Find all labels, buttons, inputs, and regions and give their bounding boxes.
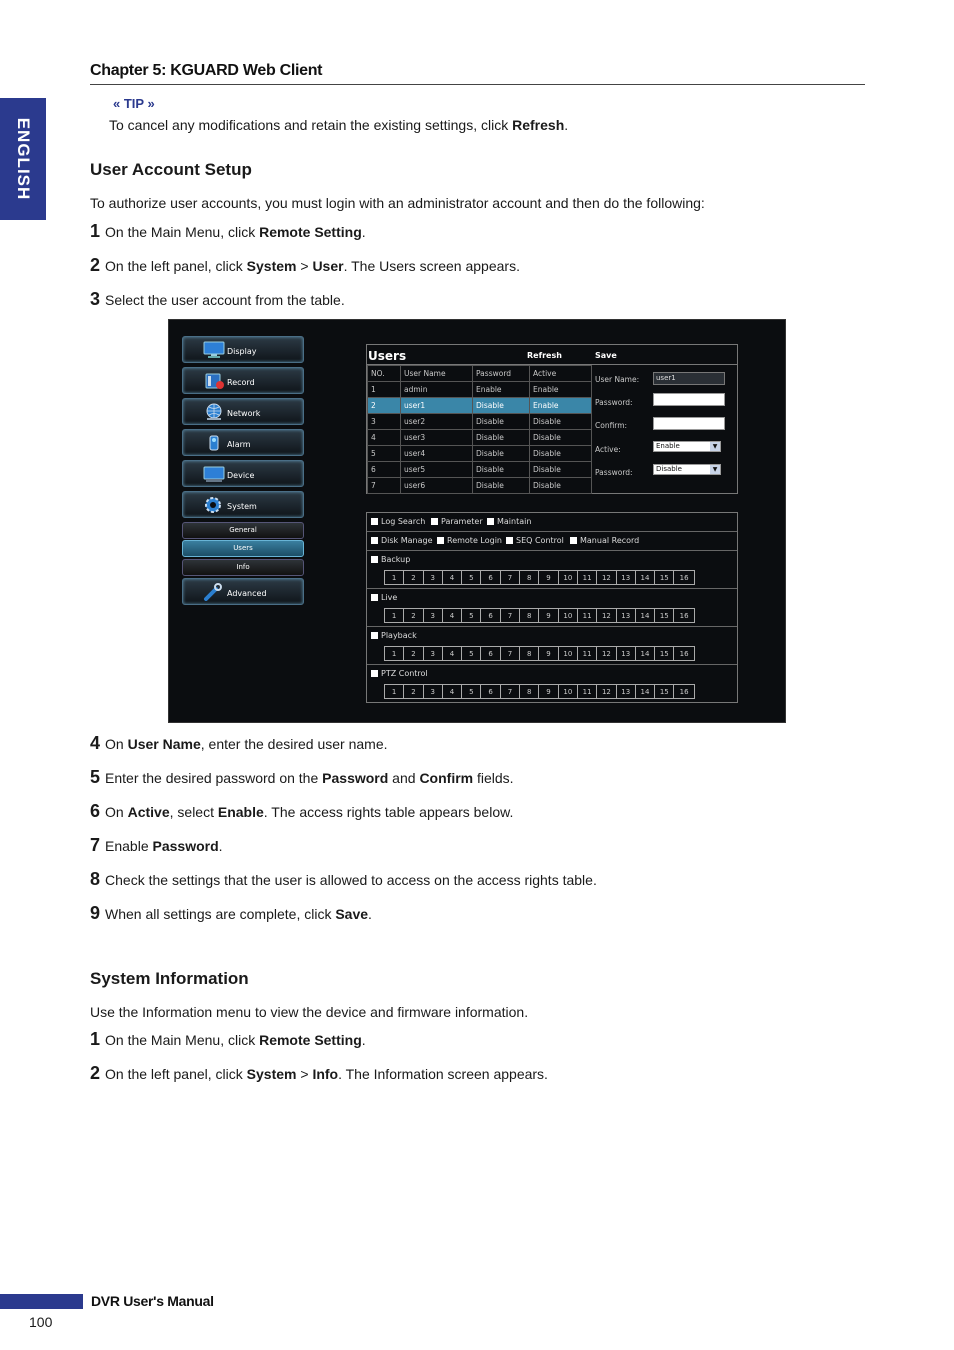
playback-checkbox[interactable]	[371, 631, 417, 640]
log-search-checkbox[interactable]	[371, 517, 425, 526]
channel-cell[interactable]: 9	[539, 571, 558, 584]
checkbox-icon	[371, 518, 378, 525]
cell: Disable	[473, 462, 530, 478]
maintain-checkbox[interactable]	[487, 517, 531, 526]
cell: 2	[368, 398, 401, 414]
step-text: .	[361, 1032, 366, 1048]
step-bold: Remote Setting	[259, 224, 362, 240]
channel-cell[interactable]: 15	[655, 571, 674, 584]
cell: Disable	[530, 430, 592, 446]
step-bold: User	[312, 258, 344, 274]
monitor-icon	[203, 341, 225, 359]
footer-bar	[0, 1294, 83, 1309]
cell: user3	[401, 430, 473, 446]
step-text: fields.	[473, 770, 514, 786]
channel-cell[interactable]: 5	[462, 685, 481, 698]
channel-cell[interactable]: 3	[424, 647, 443, 660]
channel-cell[interactable]: 8	[520, 609, 539, 622]
channel-cell[interactable]: 12	[597, 609, 616, 622]
step-bold: Save	[335, 906, 369, 922]
step-number: 3	[90, 289, 101, 309]
refresh-button[interactable]: Refresh	[527, 351, 562, 360]
column-header: User Name	[401, 366, 473, 382]
step-text: On the Main Menu, click	[105, 1032, 260, 1048]
channel-cell[interactable]: 3	[424, 685, 443, 698]
seq-control-checkbox[interactable]	[506, 536, 564, 545]
live-checkbox[interactable]	[371, 593, 397, 602]
table-row[interactable]	[368, 430, 592, 446]
step-text: Enter the desired password on the	[105, 770, 323, 786]
access-rights-panel	[366, 512, 738, 703]
cell: Disable	[473, 430, 530, 446]
record-icon	[203, 372, 225, 390]
step-number: 1	[90, 1029, 101, 1049]
checkbox-icon	[371, 632, 378, 639]
tip-text-pre: To cancel any modifications and retain the existing settings, click	[109, 117, 513, 133]
nav-advanced-label: Advanced	[227, 589, 267, 598]
nav-display-button[interactable]	[182, 336, 304, 363]
nav-record-label: Record	[227, 378, 255, 387]
cell: 7	[368, 478, 401, 494]
cell: user1	[401, 398, 473, 414]
channel-cell[interactable]: 6	[481, 571, 500, 584]
channel-cell[interactable]: 7	[501, 571, 520, 584]
active-label: Active:	[595, 445, 621, 454]
step-text: . The access rights table appears below.	[263, 804, 514, 820]
step-text: Check the settings that the user is allowed to access on the access rights table.	[105, 872, 597, 888]
remote-login-checkbox[interactable]	[437, 536, 502, 545]
channel-cell[interactable]: 4	[443, 647, 462, 660]
cell: 4	[368, 430, 401, 446]
nav-alarm-label: Alarm	[227, 440, 251, 449]
step-9	[90, 903, 372, 924]
ptz-control-checkbox[interactable]	[371, 669, 428, 678]
users-title: Users	[368, 349, 407, 363]
channel-cell[interactable]: 8	[520, 647, 539, 660]
user-name-input[interactable]: user1	[653, 372, 725, 385]
step-bold: Confirm	[419, 770, 474, 786]
column-header: Password	[473, 366, 530, 382]
channel-cell[interactable]: 13	[617, 685, 636, 698]
checkbox-label: Backup	[381, 555, 411, 564]
channel-cell[interactable]: 5	[462, 609, 481, 622]
tip-text-bold: Refresh	[512, 117, 565, 133]
cell: admin	[401, 382, 473, 398]
cell: Enable	[473, 382, 530, 398]
step-2	[90, 255, 520, 276]
tip-label: « TIP »	[113, 96, 155, 111]
channel-cell[interactable]: 10	[559, 647, 578, 660]
channel-cell[interactable]: 16	[679, 688, 689, 696]
channel-cell[interactable]: 14	[636, 571, 655, 584]
cell: Enable	[530, 398, 592, 414]
section-heading-system-info: System Information	[90, 969, 249, 988]
wrench-icon	[203, 583, 225, 601]
cell: Disable	[530, 462, 592, 478]
step-text: On the left panel, click	[105, 258, 247, 274]
checkbox-label: Manual Record	[580, 536, 640, 545]
users-table-header	[368, 366, 592, 382]
step-8	[90, 869, 597, 890]
chapter-title: Chapter 5: KGUARD Web Client	[90, 62, 323, 79]
channel-cell[interactable]: 16	[679, 574, 689, 582]
channel-cell[interactable]: 2	[404, 685, 423, 698]
channel-cell[interactable]: 2	[404, 609, 423, 622]
page-number: 100	[29, 1314, 53, 1330]
nav-system-button[interactable]	[182, 491, 304, 518]
users-table	[367, 365, 592, 494]
table-row-selected[interactable]	[368, 398, 592, 414]
channel-cell[interactable]: 1	[385, 571, 404, 584]
step-4	[90, 733, 388, 754]
checkbox-label: Disk Manage	[381, 536, 433, 545]
step-bold: System	[246, 258, 297, 274]
table-row[interactable]	[368, 446, 592, 462]
step-number: 7	[90, 835, 101, 855]
nav-system-label: System	[227, 502, 257, 511]
step-3	[90, 289, 345, 310]
channel-cell[interactable]: 4	[443, 571, 462, 584]
step-text: >	[296, 258, 313, 274]
password-input[interactable]	[653, 393, 725, 406]
users-panel	[366, 344, 738, 494]
cell: Disable	[473, 446, 530, 462]
step-6	[90, 801, 513, 822]
table-row[interactable]	[368, 382, 592, 398]
manual-record-checkbox[interactable]	[570, 536, 639, 545]
step-number: 6	[90, 801, 101, 821]
step-text: , select	[169, 804, 218, 820]
nav-display-label: Display	[227, 347, 257, 356]
active-select[interactable]	[653, 441, 721, 452]
channel-cell[interactable]: 5	[462, 571, 481, 584]
save-button[interactable]: Save	[595, 351, 617, 360]
channel-cell[interactable]: 16	[679, 612, 689, 620]
active-select-value: Enable	[656, 442, 680, 450]
step-number: 2	[90, 1063, 101, 1083]
checkbox-label: Maintain	[497, 517, 532, 526]
nav-network-label: Network	[227, 409, 261, 418]
user-name-label: User Name:	[595, 375, 640, 384]
chevron-down-icon: ▼	[710, 442, 720, 451]
channel-cell[interactable]: 15	[655, 609, 674, 622]
step-text: On	[105, 736, 128, 752]
channel-cell[interactable]: 1	[385, 609, 404, 622]
cell: Disable	[530, 446, 592, 462]
user-setup-intro: To authorize user accounts, you must login with an administrator account and then do the following:	[90, 195, 705, 211]
nav-general-button[interactable]: General	[182, 522, 304, 539]
step-bold: Remote Setting	[259, 1032, 362, 1048]
backup-checkbox[interactable]	[371, 555, 410, 564]
checkbox-icon	[437, 537, 444, 544]
checkbox-icon	[371, 670, 378, 677]
channel-cell[interactable]: 13	[617, 647, 636, 660]
channel-cell[interactable]: 9	[539, 609, 558, 622]
nav-info-button[interactable]: Info	[182, 559, 304, 576]
device-icon	[203, 465, 225, 483]
channel-cell[interactable]: 8	[520, 685, 539, 698]
step-1	[90, 221, 366, 242]
checkbox-label: Playback	[381, 631, 417, 640]
tip-text	[109, 117, 568, 133]
confirm-label: Confirm:	[595, 421, 628, 430]
step-text: . The Information screen appears.	[338, 1066, 548, 1082]
step-text: When all settings are complete, click	[105, 906, 336, 922]
table-row[interactable]	[368, 462, 592, 478]
channel-cell[interactable]: 11	[578, 647, 597, 660]
step-text: .	[368, 906, 372, 922]
checkbox-icon	[487, 518, 494, 525]
cell: Disable	[473, 478, 530, 494]
channel-cell[interactable]: 4	[443, 685, 462, 698]
table-row[interactable]	[368, 478, 592, 494]
nav-device-button[interactable]	[182, 460, 304, 487]
channel-cell[interactable]: 11	[578, 571, 597, 584]
step-text: . The Users screen appears.	[343, 258, 520, 274]
checkbox-icon	[570, 537, 577, 544]
column-header: NO.	[368, 366, 401, 382]
rights-group-ptz	[367, 665, 737, 702]
step-bold: System	[246, 1066, 297, 1082]
channel-cell[interactable]: 2	[404, 571, 423, 584]
cell: Disable	[530, 478, 592, 494]
step-text: .	[361, 224, 366, 240]
channel-grid[interactable]	[384, 608, 695, 623]
checkbox-icon	[371, 556, 378, 563]
cell: user6	[401, 478, 473, 494]
checkbox-icon	[506, 537, 513, 544]
cell: user2	[401, 414, 473, 430]
checkbox-label: SEQ Control	[516, 536, 564, 545]
rights-row-manage	[367, 532, 737, 551]
channel-grid[interactable]	[384, 684, 695, 699]
cell: Enable	[530, 382, 592, 398]
cell: Disable	[530, 414, 592, 430]
cell: 6	[368, 462, 401, 478]
step-text: Enable	[105, 838, 153, 854]
channel-grid[interactable]	[384, 646, 695, 661]
chevron-down-icon: ▼	[710, 465, 720, 474]
password-label: Password:	[595, 398, 633, 407]
footer-manual-title: DVR User's Manual	[91, 1293, 214, 1309]
channel-cell[interactable]: 14	[636, 647, 655, 660]
step-bold: Info	[312, 1066, 339, 1082]
confirm-input[interactable]	[653, 417, 725, 430]
rights-group-live	[367, 589, 737, 627]
step-number: 8	[90, 869, 101, 889]
channel-cell[interactable]: 5	[462, 647, 481, 660]
step-bold: Password	[322, 770, 389, 786]
rights-row-general	[367, 513, 737, 532]
channel-cell[interactable]: 1	[385, 685, 404, 698]
checkbox-icon	[371, 537, 378, 544]
password-enable-label: Password:	[595, 468, 633, 477]
checkbox-label: Log Search	[381, 517, 426, 526]
step-7	[90, 835, 223, 856]
channel-cell[interactable]: 11	[578, 685, 597, 698]
channel-cell[interactable]: 2	[404, 647, 423, 660]
channel-cell[interactable]: 9	[539, 685, 558, 698]
channel-cell[interactable]: 10	[559, 609, 578, 622]
info-step-1	[90, 1029, 366, 1050]
rights-group-playback	[367, 627, 737, 665]
system-info-intro: Use the Information menu to view the device and firmware information.	[90, 1004, 529, 1020]
cell: Disable	[473, 398, 530, 414]
step-5	[90, 767, 514, 788]
gear-icon	[203, 496, 225, 514]
nav-alarm-button[interactable]	[182, 429, 304, 456]
password-enable-select-value: Disable	[656, 465, 682, 473]
channel-cell[interactable]: 11	[578, 609, 597, 622]
channel-cell[interactable]: 14	[636, 685, 655, 698]
table-row[interactable]	[368, 414, 592, 430]
channel-cell[interactable]: 15	[655, 685, 674, 698]
step-bold: Password	[152, 838, 219, 854]
nav-device-label: Device	[227, 471, 255, 480]
step-text: and	[388, 770, 420, 786]
channel-cell[interactable]: 13	[617, 609, 636, 622]
step-text: >	[296, 1066, 313, 1082]
channel-cell[interactable]: 7	[501, 647, 520, 660]
parameter-checkbox[interactable]	[431, 517, 483, 526]
channel-cell[interactable]: 9	[539, 647, 558, 660]
checkbox-icon	[371, 594, 378, 601]
password-enable-select[interactable]	[653, 464, 721, 475]
step-number: 9	[90, 903, 101, 923]
nav-advanced-button[interactable]	[182, 578, 304, 605]
step-text: On the Main Menu, click	[105, 224, 260, 240]
channel-cell[interactable]: 12	[597, 571, 616, 584]
tip-text-post: .	[564, 117, 569, 133]
channel-cell[interactable]: 6	[481, 609, 500, 622]
channel-cell[interactable]: 6	[481, 685, 500, 698]
column-header: Active	[530, 366, 592, 382]
step-bold: Active	[127, 804, 170, 820]
channel-cell[interactable]: 8	[520, 571, 539, 584]
checkbox-label: PTZ Control	[381, 669, 428, 678]
rights-group-backup	[367, 551, 737, 589]
cell: user5	[401, 462, 473, 478]
language-tab-label: ENGLISH	[14, 117, 33, 201]
nav-record-button[interactable]	[182, 367, 304, 394]
channel-cell[interactable]: 10	[559, 571, 578, 584]
alarm-icon	[203, 434, 225, 452]
info-step-2	[90, 1063, 548, 1084]
step-number: 2	[90, 255, 101, 275]
checkbox-label: Parameter	[441, 517, 483, 526]
channel-cell[interactable]: 10	[559, 685, 578, 698]
cell: Disable	[473, 414, 530, 430]
step-number: 5	[90, 767, 101, 787]
language-tab	[0, 98, 46, 220]
cell: 3	[368, 414, 401, 430]
channel-cell[interactable]: 13	[617, 571, 636, 584]
step-text: On the left panel, click	[105, 1066, 247, 1082]
step-number: 1	[90, 221, 101, 241]
checkbox-label: Remote Login	[447, 536, 502, 545]
network-globe-icon	[203, 403, 225, 421]
section-heading-user-setup: User Account Setup	[90, 160, 252, 179]
nav-users-button[interactable]: Users	[182, 540, 304, 557]
channel-cell[interactable]: 14	[636, 609, 655, 622]
channel-cell[interactable]: 3	[424, 609, 443, 622]
channel-cell[interactable]: 6	[481, 647, 500, 660]
cell: 1	[368, 382, 401, 398]
cell: 5	[368, 446, 401, 462]
step-text: Select the user account from the table.	[105, 292, 345, 308]
channel-cell[interactable]: 16	[679, 650, 689, 658]
channel-cell[interactable]: 7	[501, 609, 520, 622]
nav-network-button[interactable]	[182, 398, 304, 425]
channel-cell[interactable]: 12	[597, 647, 616, 660]
step-text: .	[218, 838, 223, 854]
disk-manage-checkbox[interactable]	[371, 536, 433, 545]
channel-cell[interactable]: 15	[655, 647, 674, 660]
step-text: , enter the desired user name.	[200, 736, 388, 752]
users-screen-screenshot	[168, 319, 786, 723]
step-bold: User Name	[127, 736, 201, 752]
step-bold: Enable	[217, 804, 264, 820]
cell: user4	[401, 446, 473, 462]
channel-cell[interactable]: 4	[443, 609, 462, 622]
checkbox-icon	[431, 518, 438, 525]
step-number: 4	[90, 733, 101, 753]
channel-cell[interactable]: 12	[597, 685, 616, 698]
channel-grid[interactable]	[384, 570, 695, 585]
chapter-header	[90, 60, 865, 85]
channel-cell[interactable]: 7	[501, 685, 520, 698]
checkbox-label: Live	[381, 593, 398, 602]
step-text: On	[105, 804, 128, 820]
channel-cell[interactable]: 1	[385, 647, 404, 660]
channel-cell[interactable]: 3	[424, 571, 443, 584]
